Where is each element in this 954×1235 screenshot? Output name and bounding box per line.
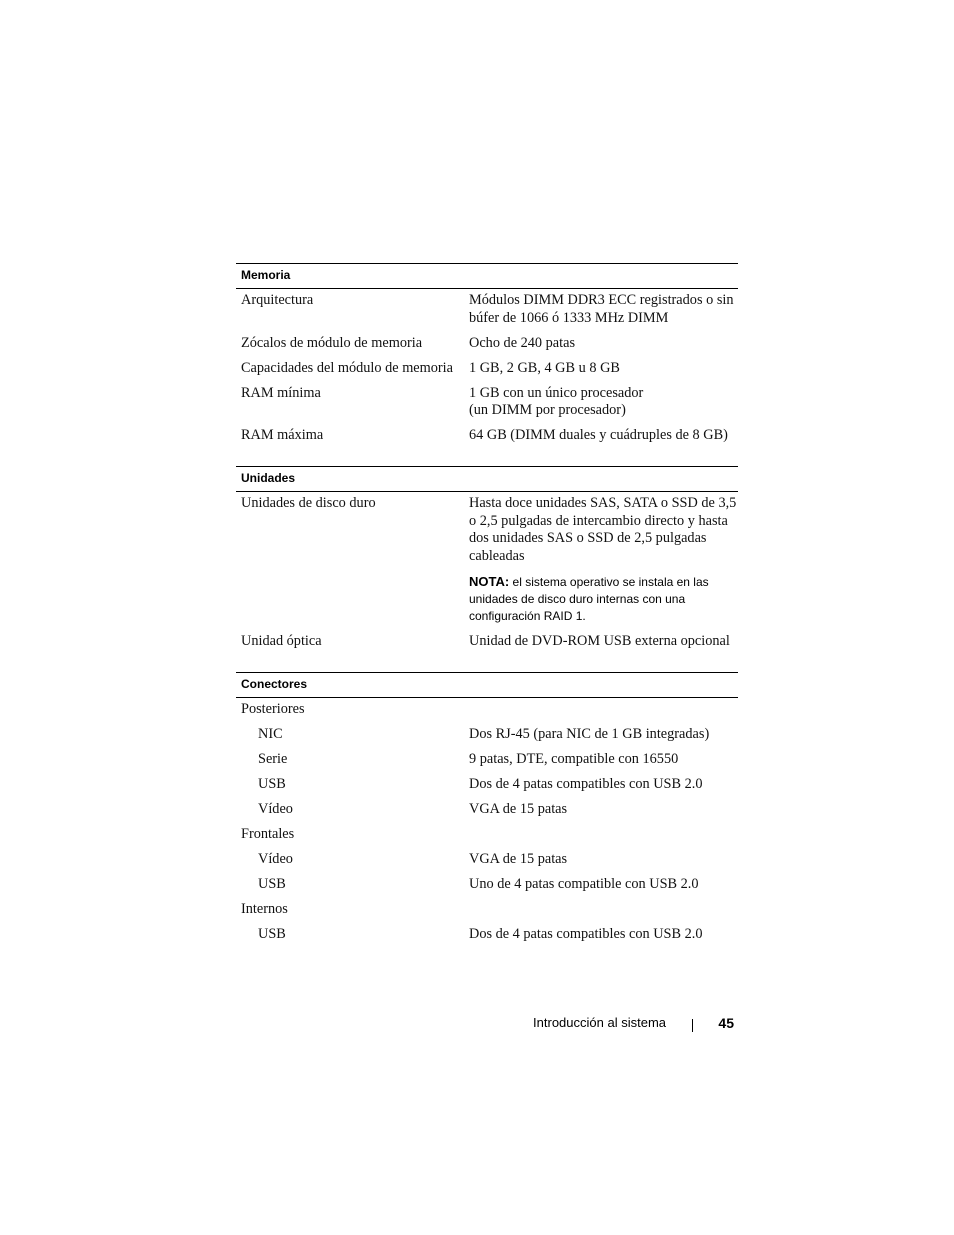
spec-row	[236, 335, 738, 360]
spec-value	[464, 901, 738, 919]
section-heading: Conectores	[236, 672, 738, 698]
spec-value: Dos RJ-45 (para NIC de 1 GB integradas)	[469, 725, 710, 742]
spec-group-label: Internos	[241, 900, 288, 917]
section-conectores	[236, 672, 738, 951]
spec-row	[236, 876, 738, 901]
spec-group-row	[236, 826, 738, 851]
spec-label: Vídeo	[258, 800, 293, 817]
spec-value: 1 GB, 2 GB, 4 GB u 8 GB	[469, 359, 620, 376]
footer-separator	[692, 1019, 693, 1032]
spec-label: Unidad óptica	[241, 632, 322, 649]
spec-value	[464, 701, 738, 719]
spec-label: NIC	[258, 725, 283, 742]
spec-label: Arquitectura	[241, 292, 314, 308]
spec-label: Capacidades del módulo de memoria	[241, 359, 454, 376]
spec-value: VGA de 15 patas	[469, 850, 568, 867]
spec-row	[236, 926, 738, 951]
spec-row	[236, 385, 738, 428]
spec-value: 9 patas, DTE, compatible con 16550	[469, 750, 679, 767]
spec-row	[236, 633, 738, 658]
specifications-table	[236, 263, 738, 951]
spec-label: RAM máxima	[241, 427, 324, 443]
spec-label: Vídeo	[258, 850, 293, 867]
spec-value: Unidad de DVD-ROM USB externa opcional	[469, 632, 730, 649]
page-number: 45	[718, 1015, 734, 1031]
spec-value: Ocho de 240 patas	[469, 334, 576, 351]
spec-group-label: Posteriores	[241, 700, 305, 717]
spec-value: Hasta doce unidades SAS, SATA o SSD de 3,5 o 2,5 pulgadas de intercambio directo y hasta dos unidades SAS o SSD de 2,5 pulgadas cableadas	[469, 495, 737, 564]
spec-value: VGA de 15 patas	[469, 800, 568, 817]
note-text: el sistema operativo se instala en las unidades de disco duro internas con una configuración RAID 1.	[469, 575, 709, 623]
spec-value-block	[464, 495, 738, 625]
spec-value-line: 1 GB con un único procesador	[469, 384, 644, 401]
spec-row	[236, 726, 738, 751]
spec-label: USB	[258, 875, 286, 892]
spec-value-line: (un DIMM por procesador)	[469, 402, 626, 418]
spec-row	[236, 851, 738, 876]
spec-value: 64 GB (DIMM duales y cuádruples de 8 GB)	[469, 427, 728, 443]
spec-label: USB	[258, 775, 286, 792]
section-heading: Unidades	[236, 466, 738, 492]
spec-row	[236, 427, 738, 452]
spec-value: Dos de 4 patas compatibles con USB 2.0	[469, 775, 703, 792]
spec-row	[236, 751, 738, 776]
page-footer	[0, 1015, 954, 1035]
spec-value	[464, 385, 738, 420]
section-heading: Memoria	[236, 263, 738, 289]
spec-row	[236, 360, 738, 385]
section-unidades	[236, 466, 738, 658]
spec-value: Uno de 4 patas compatible con USB 2.0	[469, 875, 699, 892]
footer-chapter-title: Introducción al sistema	[533, 1015, 666, 1030]
spec-row	[236, 292, 738, 335]
spec-group-row	[236, 701, 738, 726]
spec-label: Zócalos de módulo de memoria	[241, 334, 423, 351]
spec-row	[236, 495, 738, 633]
spec-row	[236, 776, 738, 801]
spec-group-label: Frontales	[241, 825, 295, 842]
spec-value: Dos de 4 patas compatibles con USB 2.0	[469, 925, 703, 942]
spec-row	[236, 801, 738, 826]
note	[469, 573, 738, 625]
spec-label: Unidades de disco duro	[241, 495, 376, 511]
spec-value	[464, 826, 738, 844]
spec-label: RAM mínima	[241, 384, 321, 401]
note-label: NOTA:	[469, 574, 510, 589]
spec-label: Serie	[258, 750, 288, 767]
spec-group-row	[236, 901, 738, 926]
spec-value: Módulos DIMM DDR3 ECC registrados o sin búfer de 1066 ó 1333 MHz DIMM	[469, 292, 734, 326]
section-memoria	[236, 263, 738, 452]
spec-label: USB	[258, 925, 286, 942]
